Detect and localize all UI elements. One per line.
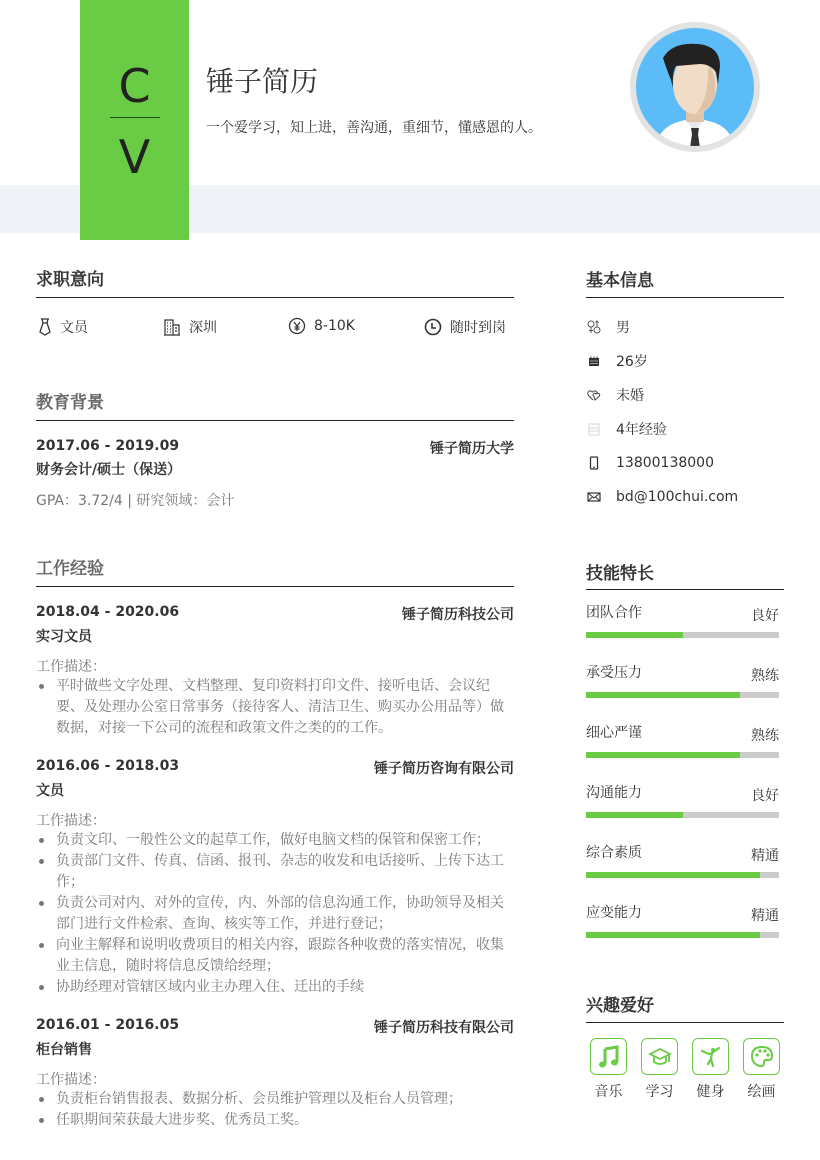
hobby-label: 音乐 (594, 1084, 623, 1100)
work-3-date: 2016.01 - 2016.05 (36, 1017, 180, 1033)
list-item: 任职期间荣获最大进步奖、优秀员工奖。 (36, 1110, 514, 1131)
list-item: 平时做些文字处理、文档整理、复印资料打印文件、接听电话、会议纪要、及处理办公室日常事务（接待客人、清洁卫生、购买办公用品等）做数据，对接一下公司的流程和政策文件之类的的工作。 (36, 676, 514, 739)
info-phone (586, 446, 786, 480)
list-item: 负责公司对内、对外的宣传，内、外部的信息沟通工作，协助领导及相关部门进行文件检索、查询、核实等工作，并进行登记； (36, 893, 514, 935)
mail-icon (586, 489, 602, 505)
hobby-label: 学习 (645, 1084, 674, 1100)
skill-progress-fill (586, 932, 760, 938)
palette-icon (750, 1045, 774, 1069)
skill-level: 良好 (751, 788, 779, 804)
skills-title: 技能特长 (586, 564, 654, 584)
cv-letter-c: C (118, 59, 151, 113)
work-2-desc-label: 工作描述： (36, 813, 106, 829)
education-divider (36, 420, 514, 421)
hobby-fitness (692, 1038, 729, 1101)
intent-salary (288, 317, 355, 335)
work-3-company: 锤子简历科技有限公司 (374, 1020, 514, 1036)
hobby-label: 健身 (696, 1084, 725, 1100)
work-1-company: 锤子简历科技公司 (402, 607, 514, 623)
info-email-value: bd@100chui.com (616, 489, 739, 505)
tie-icon (38, 318, 52, 336)
building-icon (163, 318, 181, 336)
skill-progress-track (586, 812, 779, 818)
info-experience-value: 4年经验 (616, 422, 667, 438)
cv-letter-v: V (118, 130, 151, 184)
skill-name: 承受压力 (586, 665, 642, 681)
basic-info-list (586, 310, 786, 514)
hobby-study (641, 1038, 678, 1101)
list-item: 负责部门文件、传真、信函、报刊、杂志的收发和电话接听、上传下达工作； (36, 851, 514, 893)
education-detail: GPA：3.72/4 | 研究领域：会计 (36, 493, 235, 509)
skill-item (586, 662, 779, 702)
music-icon (598, 1045, 620, 1069)
calendar-icon (586, 353, 602, 369)
hobby-painting (743, 1038, 780, 1101)
avatar-illustration-icon (636, 28, 754, 146)
skill-item (586, 902, 779, 942)
work-2-date: 2016.06 - 2018.03 (36, 758, 180, 774)
list-item: 协助经理对管辖区域内业主办理入住、迁出的手续 (36, 977, 514, 998)
info-email (586, 480, 786, 514)
work-3-desc-label: 工作描述： (36, 1072, 106, 1088)
list-item: 负责文印、一般性公文的起草工作，做好电脑文档的保管和保密工作； (36, 830, 514, 851)
skill-name: 细心严谨 (586, 725, 642, 741)
skill-item (586, 842, 779, 882)
hobbies-divider (586, 1022, 784, 1023)
skill-progress-track (586, 932, 779, 938)
work-1-desc-label: 工作描述： (36, 659, 106, 675)
resume-motto: 一个爱学习，知上进，善沟通，重细节，懂感恩的人。 (206, 120, 542, 136)
education-date: 2017.06 - 2019.09 (36, 438, 180, 454)
job-intent-divider (36, 297, 514, 298)
intent-city-value: 深圳 (189, 320, 217, 336)
work-title: 工作经验 (36, 559, 104, 579)
intent-position (38, 317, 88, 337)
hobby-music (590, 1038, 627, 1101)
skill-name: 团队合作 (586, 605, 642, 621)
skill-progress-fill (586, 752, 740, 758)
info-marital-value: 未婚 (616, 388, 644, 404)
gender-icon (586, 319, 602, 335)
info-marital (586, 378, 786, 412)
info-gender (586, 310, 786, 344)
education-school: 锤子简历大学 (430, 441, 514, 457)
work-2-role: 文员 (36, 783, 64, 799)
basic-info-title: 基本信息 (586, 271, 654, 291)
work-divider (36, 586, 514, 587)
skill-level: 精通 (751, 908, 779, 924)
work-2-company: 锤子简历咨询有限公司 (374, 761, 514, 777)
hearts-icon (586, 387, 602, 403)
yen-icon (288, 317, 306, 335)
work-3-role: 柜台销售 (36, 1042, 92, 1058)
work-1-bullets (36, 676, 514, 739)
skill-level: 良好 (751, 608, 779, 624)
skill-level: 精通 (751, 848, 779, 864)
work-1-role: 实习文员 (36, 629, 92, 645)
intent-city (163, 317, 217, 337)
info-gender-value: 男 (616, 320, 630, 336)
avatar (630, 22, 760, 152)
work-2-bullets (36, 830, 514, 998)
info-age-value: 26岁 (616, 354, 648, 370)
skill-item (586, 782, 779, 822)
skill-progress-fill (586, 692, 740, 698)
job-intent-row (36, 317, 514, 339)
fitness-icon (699, 1045, 723, 1069)
list-item: 负责柜台销售报表、数据分析、会员维护管理以及柜台人员管理； (36, 1089, 514, 1110)
skill-progress-fill (586, 632, 683, 638)
cv-badge (80, 0, 189, 240)
skill-level: 熟练 (751, 728, 779, 744)
intent-availability (424, 317, 506, 337)
skill-progress-track (586, 872, 779, 878)
hobbies-title: 兴趣爱好 (586, 996, 654, 1016)
education-degree: 财务会计/硕士（保送） (36, 462, 182, 478)
skill-progress-track (586, 752, 779, 758)
info-experience (586, 412, 786, 446)
skill-progress-track (586, 632, 779, 638)
resume-name: 锤子简历 (206, 65, 319, 98)
info-phone-value: 13800138000 (616, 455, 714, 471)
hobbies-list (590, 1038, 780, 1101)
cv-divider (110, 117, 160, 118)
skill-progress-track (586, 692, 779, 698)
skill-item (586, 722, 779, 762)
intent-salary-value: 8-10K (314, 318, 355, 334)
phone-icon (586, 455, 602, 471)
list-item: 向业主解释和说明收费项目的相关内容，跟踪各种收费的落实情况，收集业主信息，随时将信息反馈给经理； (36, 935, 514, 977)
hobby-label: 绘画 (747, 1084, 776, 1100)
intent-availability-value: 随时到岗 (450, 320, 506, 336)
work-3-bullets (36, 1089, 514, 1131)
skill-item (586, 602, 779, 642)
skill-progress-fill (586, 872, 760, 878)
skill-name: 应变能力 (586, 905, 642, 921)
skill-progress-fill (586, 812, 683, 818)
work-1-date: 2018.04 - 2020.06 (36, 604, 180, 620)
clock-icon (424, 318, 442, 336)
basic-info-divider (586, 297, 784, 298)
education-title: 教育背景 (36, 393, 104, 413)
skills-divider (586, 589, 784, 590)
skill-level: 熟练 (751, 668, 779, 684)
graduation-cap-icon (648, 1046, 672, 1068)
experience-icon (586, 421, 602, 437)
info-age (586, 344, 786, 378)
intent-position-value: 文员 (60, 320, 88, 336)
job-intent-title: 求职意向 (36, 270, 104, 290)
skill-name: 沟通能力 (586, 785, 642, 801)
skill-name: 综合素质 (586, 845, 642, 861)
